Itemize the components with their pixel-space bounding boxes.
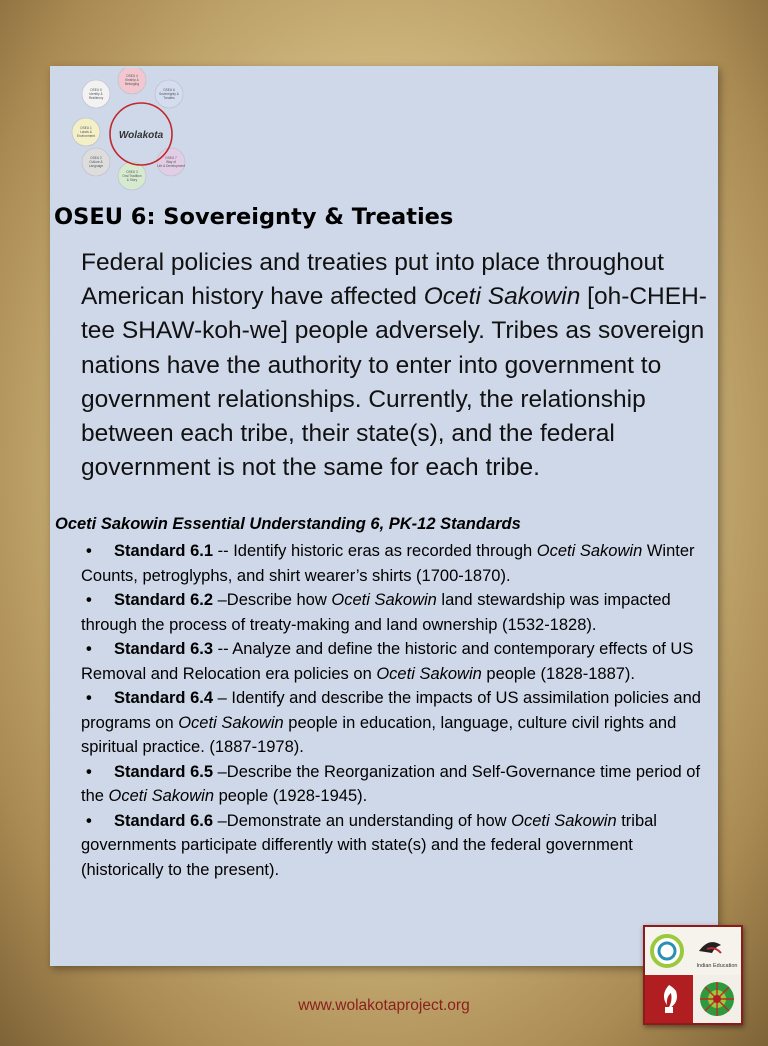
- standard-label: Standard 6.4: [114, 689, 214, 707]
- bullet: •: [86, 640, 92, 658]
- standard-label: Standard 6.1: [114, 542, 214, 560]
- standard-label: Standard 6.3: [114, 640, 214, 658]
- standards-heading: Oceti Sakowin Essential Understanding 6, PK-12 Standards: [55, 515, 521, 533]
- logo-petal-label: OSEU 4 Kinship & Belonging: [124, 74, 140, 86]
- wolakota-logo: [70, 68, 210, 192]
- logo-petal-label: OSEU 3 Oral Tradition & Story: [122, 170, 142, 182]
- logo-petal-label: OSEU 7 Way of Life & Development: [157, 156, 185, 168]
- standard-6-5: • Standard 6.5 –Describe the Reorganization and Self-Governance time period of the Oceti Sakowin people (1928-1945).: [81, 760, 715, 809]
- standard-6-6: • Standard 6.6 –Demonstrate an understanding of how Oceti Sakowin tribal governments participate differently with state(s) and the federal government (historically to the present).: [81, 809, 715, 883]
- standard-label: Standard 6.6: [114, 811, 214, 830]
- logo-petal-label: OSEU 1 Lands & Environment: [77, 126, 95, 138]
- standard-label: Standard 6.2: [114, 591, 214, 609]
- standards-list: [81, 539, 715, 882]
- logo-petal-label: OSEU 6 Sovereignty & Treaties: [159, 88, 179, 100]
- bullet: •: [86, 689, 92, 707]
- indian-education-label: Indian Education: [696, 963, 738, 969]
- standard-6-4: • Standard 6.4 – Identify and describe the impacts of US assimilation policies and programs on Oceti Sakowin people in education, language, culture civil rights and spiritual practice. (1887-1978).: [81, 686, 715, 760]
- bullet: •: [86, 591, 92, 609]
- logo-center-label: Wolakota: [118, 130, 164, 141]
- intro-paragraph: Federal policies and treaties put into place throughout American history have affected Oceti Sakowin [oh-CHEH-tee SHAW-koh-we] people adversely. Tribes as sovereign nations have the authority to enter into government to government relationships. Currently, the relationship between each tribe, their state(s), and the federal government is not the same for each tribe.: [81, 249, 707, 482]
- standard-6-3: • Standard 6.3 -- Analyze and define the historic and contemporary effects of US Removal and Relocation era policies on Oceti Sakowin people (1828-1887).: [81, 637, 715, 686]
- logo-petal-label: OSEU 5 Identity & Resiliency: [88, 88, 104, 100]
- standard-6-1: • Standard 6.1 -- Identify historic eras as recorded through Oceti Sakowin Winter Counts, petroglyphs, and shirt wearer’s shirts (1700-1870).: [81, 539, 715, 588]
- bullet: •: [86, 811, 92, 830]
- content-card: [50, 66, 718, 966]
- logo-petal-label: OSEU 2 Culture & Language: [88, 156, 104, 168]
- intro-term: Oceti Sakowin: [423, 283, 581, 311]
- standard-6-2: • Standard 6.2 –Describe how Oceti Sakowin land stewardship was impacted through the process of treaty-making and land ownership (1532-1828).: [81, 588, 715, 637]
- circle-emblem-icon: [652, 936, 682, 966]
- page-title: OSEU 6: Sovereignty & Treaties: [54, 204, 454, 230]
- bullet: •: [86, 762, 92, 781]
- footer-url[interactable]: www.wolakotaproject.org: [298, 997, 470, 1014]
- bullet: •: [86, 542, 92, 560]
- standard-label: Standard 6.5: [114, 762, 214, 781]
